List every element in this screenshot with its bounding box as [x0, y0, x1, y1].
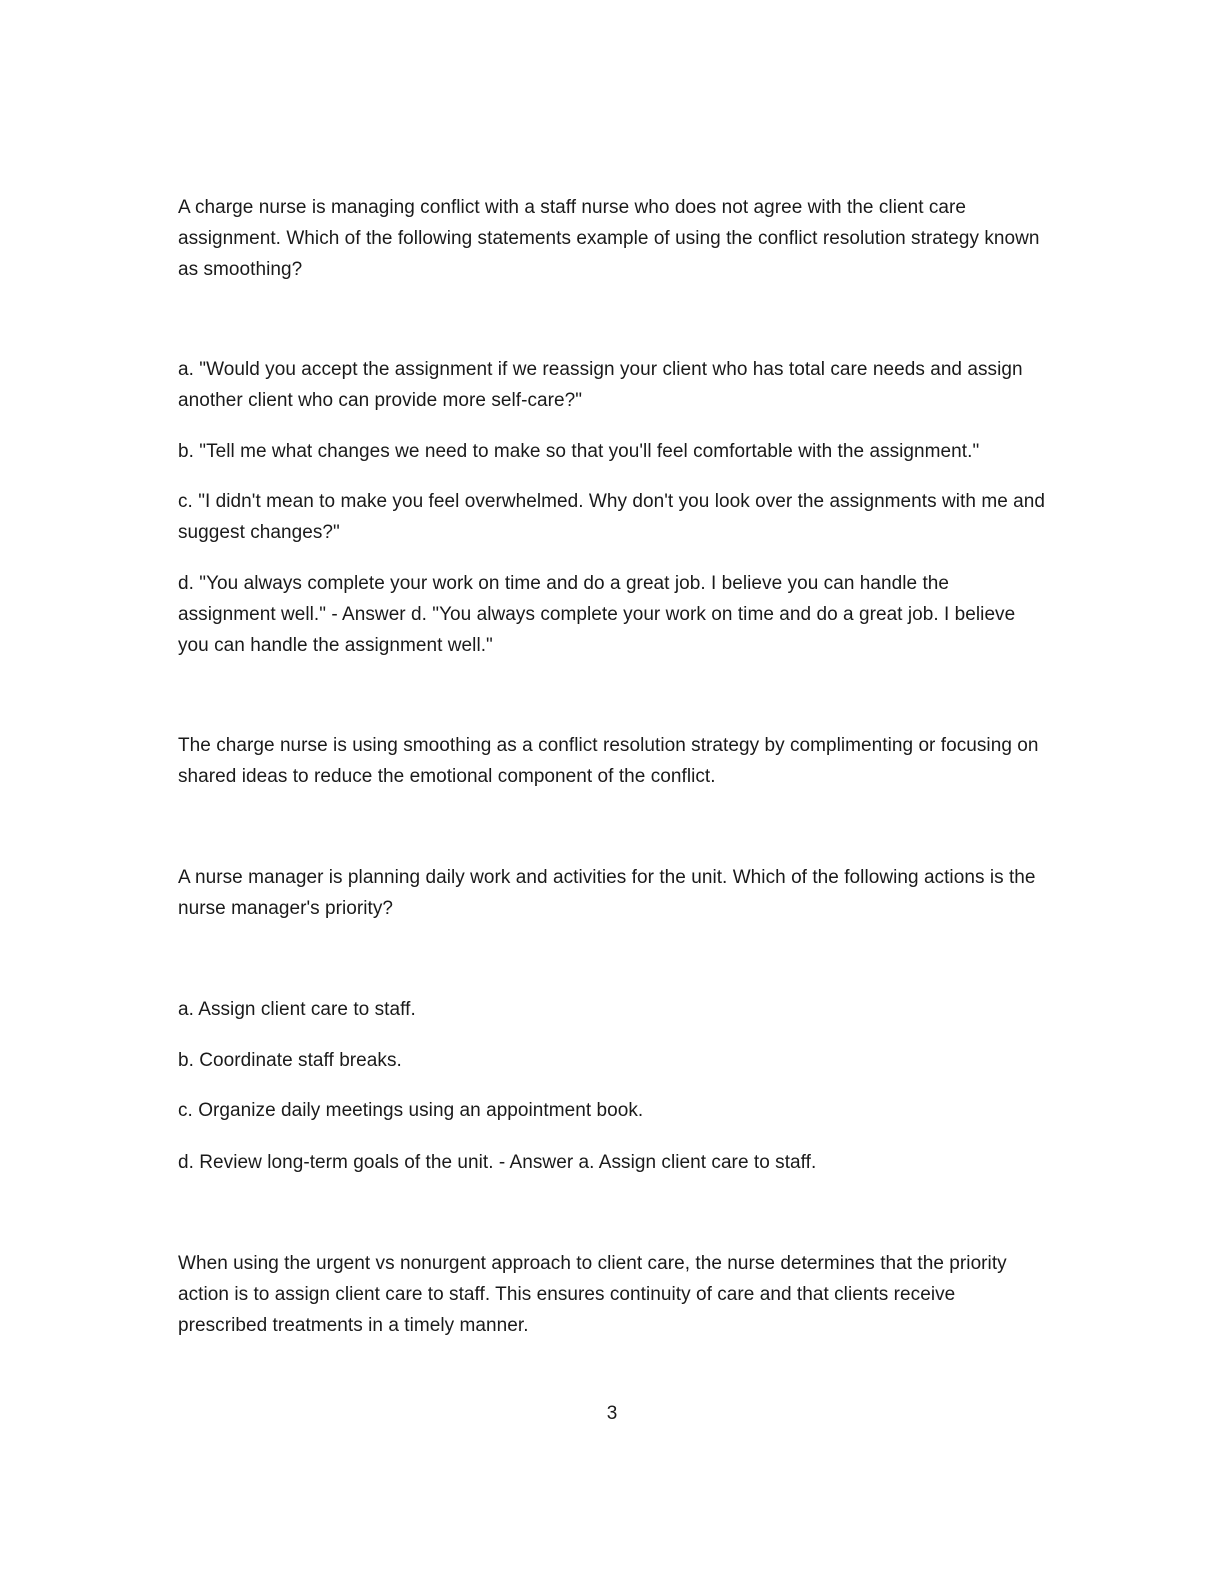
question-1-rationale: The charge nurse is using smoothing as a conflict resolution strategy by complimenting or focusing on shared ideas to reduce the emotional component of the conflict.	[178, 735, 1039, 787]
question-1-option-c: c. "I didn't mean to make you feel overwhelmed. Why don't you look over the assignments with me and suggest changes?"	[178, 491, 1045, 543]
question-1-option-a: a. "Would you accept the assignment if we reassign your client who has total care needs and assign another client who can provide more self-care?"	[178, 359, 1023, 411]
question-2-option-c: c. Organize daily meetings using an appointment book.	[178, 1100, 644, 1121]
question-1-option-b: b. "Tell me what changes we need to make so that you'll feel comfortable with the assignment."	[178, 441, 980, 462]
page-number: 3	[606, 1403, 618, 1424]
question-2-option-d-answer: d. Review long-term goals of the unit. - Answer a. Assign client care to staff.	[178, 1152, 817, 1173]
question-1-stem: A charge nurse is managing conflict with a staff nurse who does not agree with the client care assignment. Which of the following statements example of using the conflict resolution strategy known as smoothing?	[178, 197, 1040, 280]
question-2-option-b: b. Coordinate staff breaks.	[178, 1050, 402, 1071]
question-2-option-a: a. Assign client care to staff.	[178, 999, 416, 1020]
question-2-rationale: When using the urgent vs nonurgent approach to client care, the nurse determines that the priority action is to assign client care to staff. This ensures continuity of care and that clients receive prescribed treatments in a timely manner.	[178, 1253, 1007, 1336]
question-2-stem: A nurse manager is planning daily work and activities for the unit. Which of the following actions is the nurse manager's priority?	[178, 867, 1036, 919]
question-1-option-d-answer: d. "You always complete your work on time and do a great job. I believe you can handle the assignment well." - Answer d. "You always complete your work on time and do a great job. I believe you can handle the assignment well."	[178, 573, 1016, 656]
